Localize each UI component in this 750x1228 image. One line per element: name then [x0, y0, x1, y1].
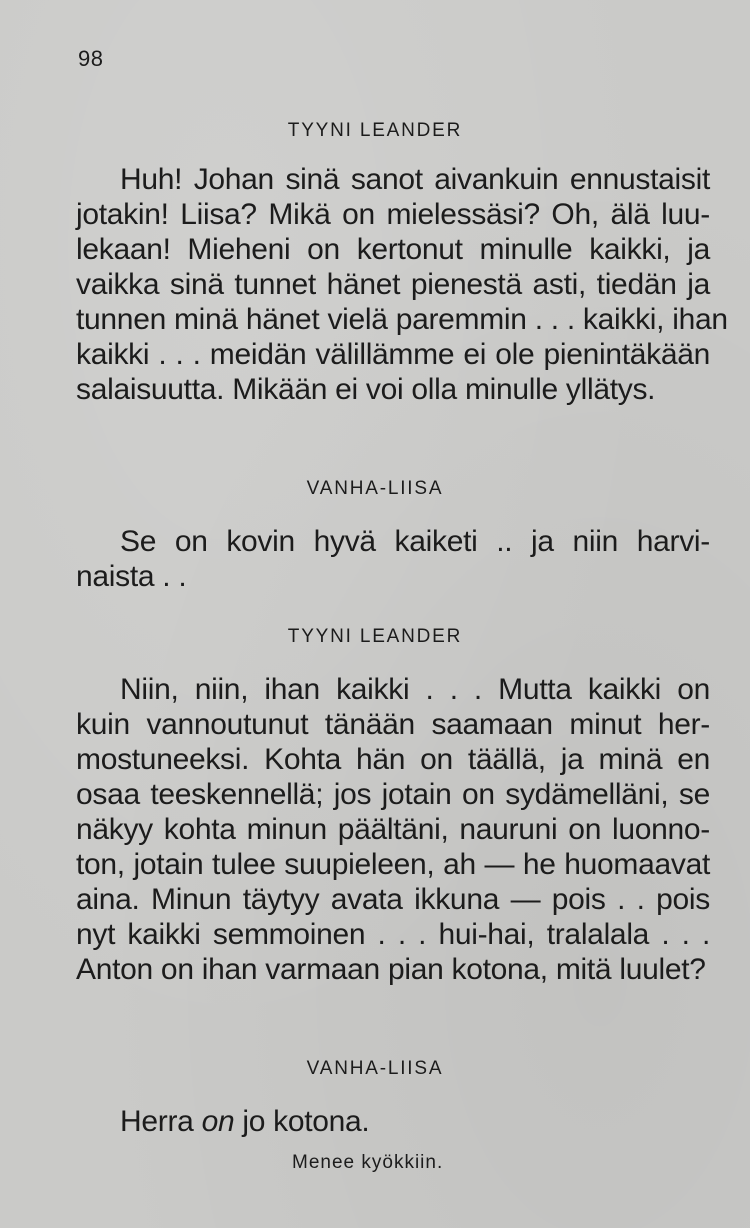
text-line: Huh! Johan sinä sanot aivankuin ennustaisit [120, 163, 710, 196]
text-line: tunnen minä hänet vielä paremmin . . . kaikki, ihan [76, 303, 728, 336]
text-line: Se on kovin hyvä kaiketi .. ja niin harvi- [120, 525, 710, 558]
speaker-name: VANHA-LIISA [306, 1058, 444, 1079]
text-line: salaisuutta. Mikään ei voi olla minulle yllätys. [76, 373, 656, 406]
text-line: mostuneeksi. Kohta hän on täällä, ja minä en [76, 743, 710, 776]
text-line [76, 1104, 710, 1139]
stage-direction: Menee kyökkiin. [292, 1152, 444, 1173]
text-line: aina. Minun täytyy avata ikkuna — pois . . pois [76, 883, 710, 916]
page-number: 98 [78, 46, 104, 71]
text-line: ton, jotain tulee suupieleen, ah — he huomaavat [76, 848, 710, 881]
speaker-name: VANHA-LIISA [306, 478, 444, 499]
text-segment: jo kotona. [234, 1105, 370, 1138]
text-segment: Herra [120, 1105, 202, 1138]
text-line: näkyy kohta minun päältäni, nauruni on luonno- [76, 813, 710, 846]
emphasized-word: on [201, 1105, 235, 1138]
text-line: naista . . [76, 560, 187, 593]
text-line: nyt kaikki semmoinen . . . hui-hai, tralalala . . . [76, 918, 710, 951]
text-line: Anton on ihan varmaan pian kotona, mitä luulet? [76, 953, 706, 986]
speaker-name: TYYNI LEANDER [287, 120, 463, 141]
speaker-name: TYYNI LEANDER [287, 626, 463, 647]
text-line: kaikki . . . meidän välillämme ei ole pienintäkään [76, 338, 710, 371]
dialogue-paragraph [76, 672, 710, 987]
text-line: jotakin! Liisa? Mikä on mielessäsi? Oh, älä luu- [76, 198, 710, 231]
dialogue-paragraph [76, 162, 728, 407]
dialogue-paragraph [76, 1104, 710, 1139]
dialogue-paragraph [76, 524, 710, 594]
text-line: vaikka sinä tunnet hänet pienestä asti, tiedän ja [76, 268, 710, 301]
text-line: Niin, niin, ihan kaikki . . . Mutta kaikki on [120, 673, 710, 706]
text-line: kuin vannoutunut tänään saamaan minut her- [76, 708, 710, 741]
text-line: osaa teeskennellä; jos jotain on sydämelläni, se [76, 778, 710, 811]
text-line: lekaan! Mieheni on kertonut minulle kaikki, ja [76, 233, 710, 266]
